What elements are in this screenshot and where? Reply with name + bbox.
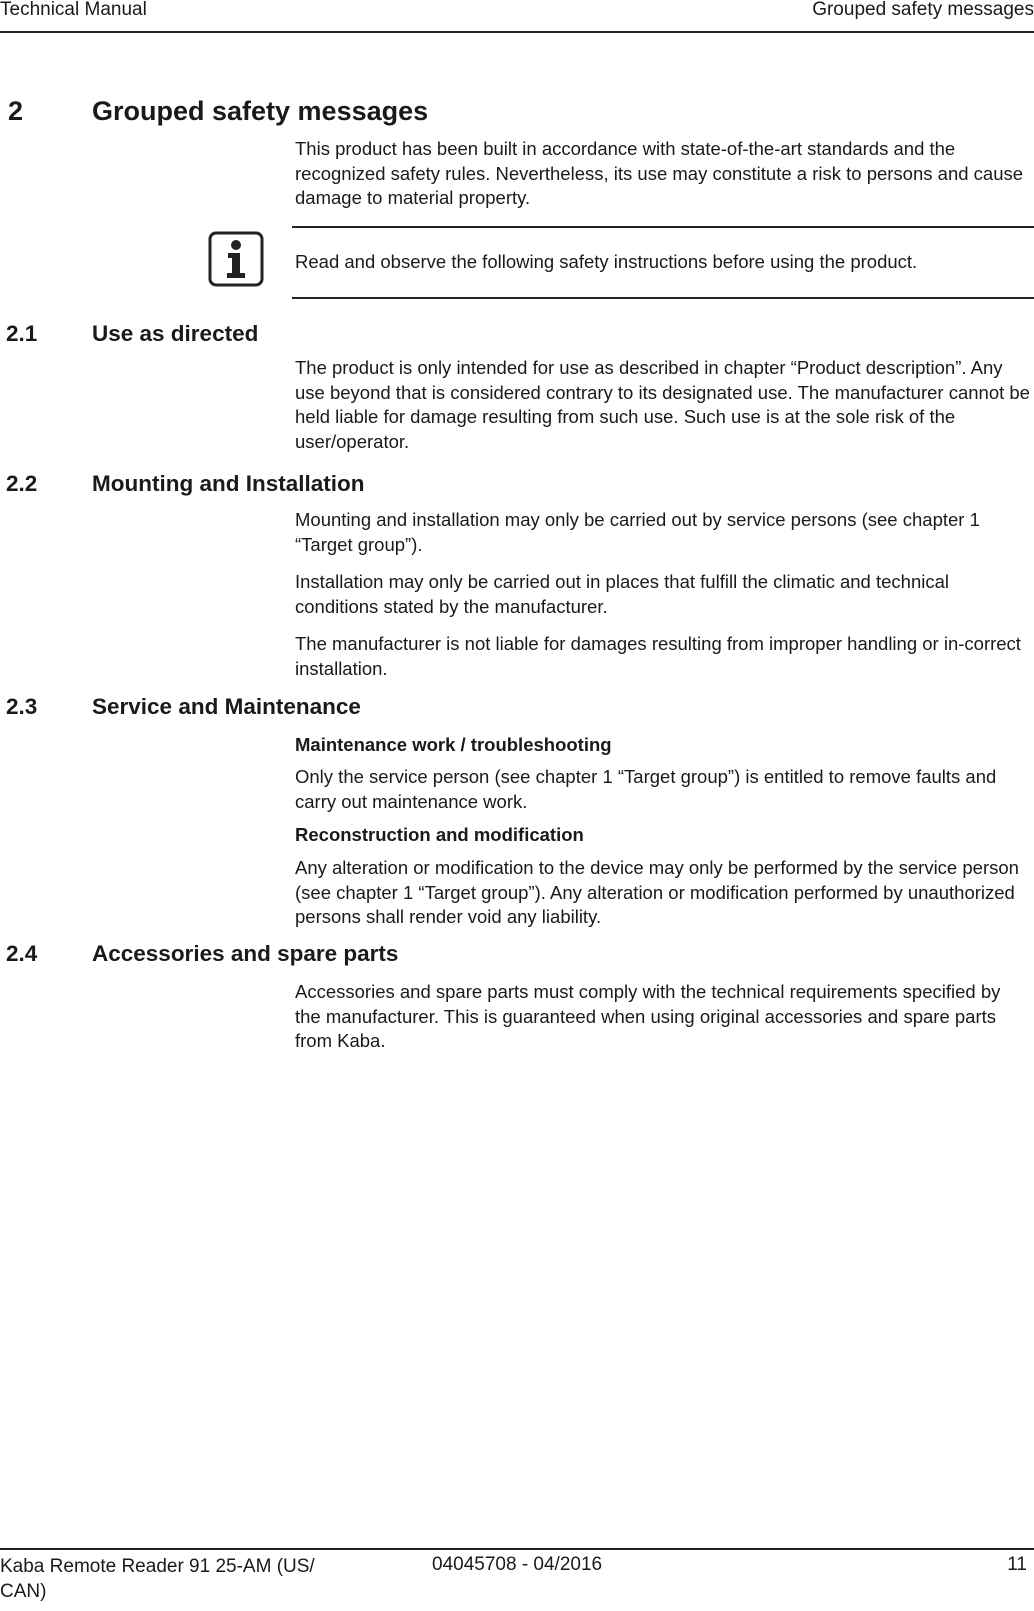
paragraph: Any alteration or modification to the device may only be performed by the service person (see chapter 1 “Target group”). Any alteration or modification performed by unauthorized persons shall render void any liability. <box>295 857 1019 927</box>
paragraph: The product is only intended for use as described in chapter “Product description”. Any use beyond that is considered contrary to its designated use. The manufacturer cannot be held liable for damage resulting from such use. Such use is at the sole risk of the user/operator. <box>295 357 1030 452</box>
chapter-title: Grouped safety messages <box>92 96 429 126</box>
section-body <box>295 765 1031 814</box>
paragraph: The manufacturer is not liable for damages resulting from improper handling or in-correct installation. <box>295 633 1021 679</box>
footer-product: Kaba Remote Reader 91 25-AM (US/ CAN) <box>0 1556 315 1602</box>
section-body <box>295 856 1031 930</box>
chapter-intro <box>295 137 1031 211</box>
paragraph: Installation may only be carried out in places that fulfill the climatic and technical conditions stated by the manufacturer. <box>295 571 950 617</box>
subsection-title: Reconstruction and modification <box>295 824 584 845</box>
header-left: Technical Manual <box>0 0 147 20</box>
safety-note-text: Read and observe the following safety instructions before using the product. <box>295 251 918 272</box>
header-right: Grouped safety messages <box>812 0 1034 20</box>
subsection-title: Maintenance work / troubleshooting <box>295 734 612 755</box>
running-header <box>0 0 1034 33</box>
section-body <box>295 733 1031 758</box>
section-body <box>295 356 1031 454</box>
section-title: Service and Maintenance <box>92 694 361 719</box>
page-number: 11 <box>1007 1554 1027 1575</box>
section-body <box>295 570 1031 619</box>
info-icon <box>208 231 264 287</box>
section-number: 2.2 <box>6 471 38 496</box>
section-body <box>295 508 1031 557</box>
footer-doc-number: 04045708 - 04/2016 <box>432 1554 603 1575</box>
section-body <box>295 823 1031 848</box>
running-footer <box>0 1548 1034 1611</box>
section-title: Use as directed <box>92 321 259 346</box>
section-number: 2.4 <box>6 941 38 966</box>
section-title: Accessories and spare parts <box>92 941 399 966</box>
section-number: 2.3 <box>6 694 38 719</box>
chapter-intro-text: This product has been built in accordance with state-of-the-art standards and the recognized safety rules. Nevertheless, its use may constitute a risk to persons and cause damage to material property. <box>295 138 1024 208</box>
paragraph: Mounting and installation may only be carried out by service persons (see chapter 1 “Target group”). <box>295 509 980 555</box>
section-number: 2.1 <box>6 321 38 346</box>
paragraph: Only the service person (see chapter 1 “Target group”) is entitled to remove faults and carry out maintenance work. <box>295 766 997 812</box>
section-body <box>295 632 1031 681</box>
section-body <box>295 980 1031 1054</box>
safety-note <box>292 226 1034 299</box>
section-title: Mounting and Installation <box>92 471 365 496</box>
paragraph: Accessories and spare parts must comply with the technical requirements specified by the manufacturer. This is guaranteed when using original accessories and spare parts from Kaba. <box>295 981 1001 1051</box>
chapter-number: 2 <box>8 96 24 126</box>
